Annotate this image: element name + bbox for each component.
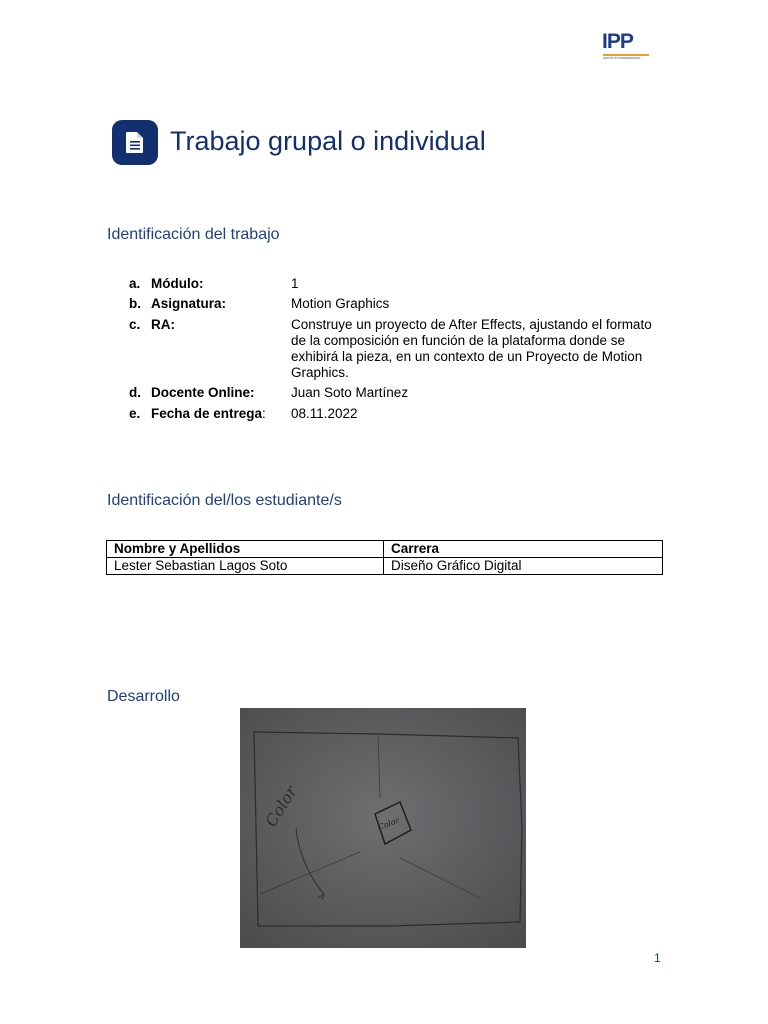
logo-subtitle: INSTITUTO PROFESIONAL: [603, 56, 641, 60]
list-letter: b.: [129, 296, 141, 311]
info-label: Asignatura:: [151, 296, 227, 311]
sketch-photo: [240, 708, 526, 948]
sketch-label-color: Color: [261, 782, 301, 831]
list-letter: a.: [129, 276, 141, 291]
ipp-logo: [602, 30, 652, 60]
heading-identificacion-estudiantes: Identificación del/los estudiante/s: [107, 492, 342, 509]
page-title: Trabajo grupal o individual: [170, 126, 486, 156]
info-value: Juan Soto Martínez: [291, 385, 409, 400]
sketch-label-diamond: Color: [376, 815, 401, 832]
document-icon: [112, 120, 158, 165]
column-header-carrera: Carrera: [384, 541, 663, 558]
list-letter: c.: [129, 317, 141, 332]
students-table: [106, 540, 663, 575]
info-value: 1: [291, 276, 299, 291]
info-value: 08.11.2022: [291, 406, 358, 421]
info-label: Módulo:: [151, 276, 204, 291]
heading-identificacion-trabajo: Identificación del trabajo: [107, 226, 280, 243]
logo-text: IPP: [602, 30, 633, 53]
list-letter: e.: [129, 406, 141, 421]
heading-desarrollo: Desarrollo: [107, 688, 180, 705]
page-number: 1: [654, 951, 661, 965]
info-label: Docente Online:: [151, 385, 255, 400]
list-letter: d.: [129, 385, 141, 400]
table-row: [107, 558, 663, 575]
cell-nombre: Lester Sebastian Lagos Soto: [107, 558, 384, 575]
info-label: Fecha de entrega:: [151, 406, 266, 421]
info-value: Motion Graphics: [291, 296, 390, 311]
table-header-row: [107, 541, 663, 558]
column-header-nombre: Nombre y Apellidos: [107, 541, 384, 558]
cell-carrera: Diseño Gráfico Digital: [384, 558, 663, 575]
info-label: RA:: [151, 317, 175, 332]
info-value: Construye un proyecto de After Effects, ajustando el formato de la composición en función de la plataforma donde se exhibirá la pieza, en un contexto de un Proyecto de Motion Graphics.: [291, 317, 652, 380]
